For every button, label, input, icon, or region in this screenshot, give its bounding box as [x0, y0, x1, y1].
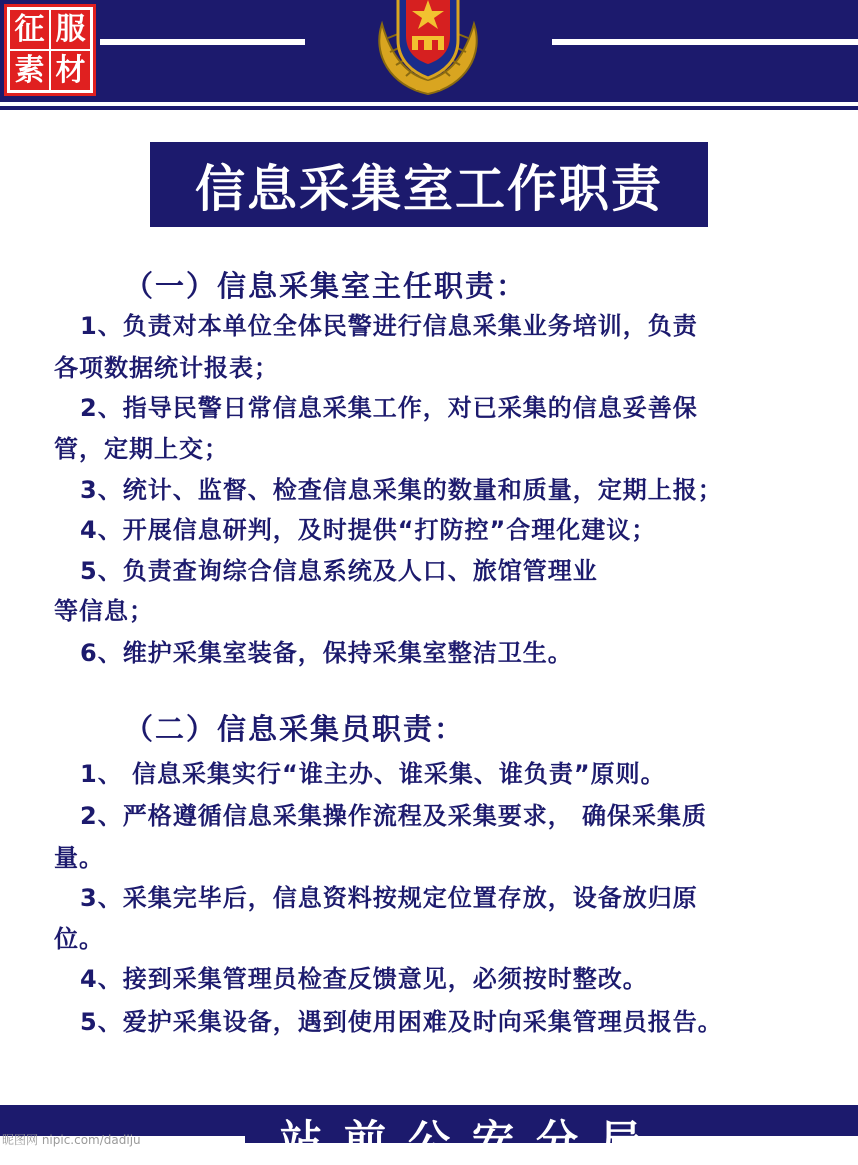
header-divider-right: [552, 39, 858, 45]
zhengfu-sucai-logo: [4, 4, 96, 96]
section2-line: 量。: [54, 844, 104, 872]
section1-line: 6、维护采集室装备，保持采集室整洁卫生。: [80, 639, 573, 667]
section1-line: 管，定期上交；: [54, 435, 229, 463]
logo-char: 材: [51, 51, 90, 90]
page-title: 信息采集室工作职责: [150, 142, 708, 227]
section1-line: 各项数据统计报表；: [54, 354, 279, 382]
section1-line: 2、指导民警日常信息采集工作，对已采集的信息妥善保: [80, 394, 698, 422]
footer-org-name: 站前公安分局: [280, 1116, 665, 1165]
section2-line: 1、 信息采集实行“谁主办、谁采集、谁负责”原则。: [80, 760, 666, 788]
logo-char: 服: [51, 10, 90, 49]
section2-line: 2、严格遵循信息采集操作流程及采集要求， 确保采集质: [80, 802, 708, 830]
section1-line: 4、开展信息研判，及时提供“打防控”合理化建议；: [80, 516, 657, 544]
header-divider-left: [100, 39, 305, 45]
watermark-text: 昵图网 nipic.com/dadiju: [2, 1133, 141, 1147]
section2-line: 3、采集完毕后，信息资料按规定位置存放，设备放归原: [80, 884, 698, 912]
header-thin-divider: [0, 106, 858, 110]
section1-line: 1、负责对本单位全体民警进行信息采集业务培训，负责: [80, 312, 698, 340]
section2-heading: （二）信息采集员职责：: [124, 712, 466, 746]
logo-char: 素: [10, 51, 49, 90]
logo-char: 征: [10, 10, 49, 49]
section2-line: 4、接到采集管理员检查反馈意见，必须按时整改。: [80, 965, 648, 993]
section1-line: 等信息；: [54, 597, 154, 625]
section1-heading: （一）信息采集室主任职责：: [124, 269, 528, 303]
section2-line: 5、爱护采集设备，遇到使用困难及时向采集管理员报告。: [80, 1008, 723, 1036]
section1-line: 3、统计、监督、检查信息采集的数量和质量，定期上报；: [80, 476, 723, 504]
section2-line: 位。: [54, 925, 104, 953]
police-emblem-icon: [368, 0, 488, 98]
section1-line: 5、负责查询综合信息系统及人口、旅馆管理业: [80, 557, 598, 585]
